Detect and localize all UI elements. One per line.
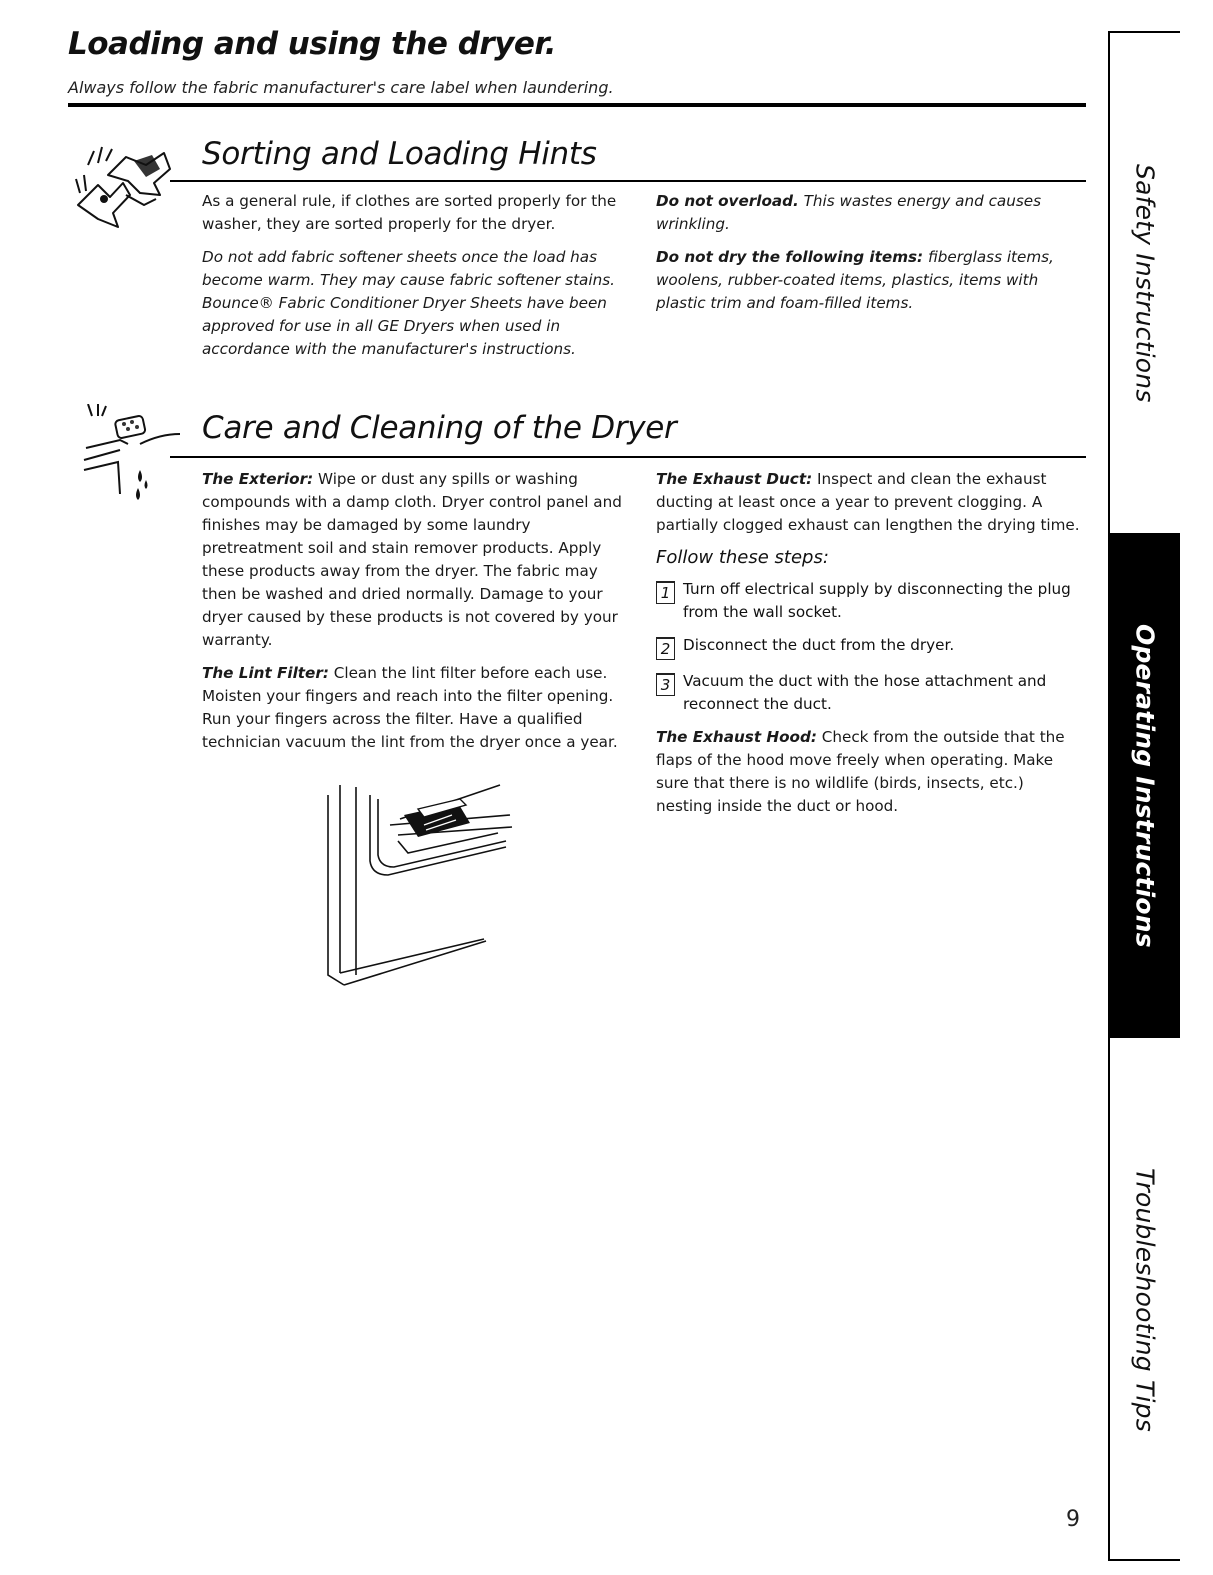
exterior-paragraph <box>202 468 634 652</box>
tab-operating-instructions[interactable] <box>1110 533 1180 1038</box>
step-1 <box>656 578 1080 624</box>
exterior-lead: The Exterior: <box>202 470 314 488</box>
sorting-general-rule: As a general rule, if clothes are sorted properly for the washer, they are sorted properly for the dryer. <box>202 192 617 233</box>
step-number: 3 <box>656 673 675 696</box>
exhaust-duct-lead: The Exhaust Duct: <box>656 470 813 488</box>
do-not-dry-text: fiberglass items, woolens, rubber-coated items, plastics, items with plastic trim and foam-filled items. <box>656 248 1054 312</box>
overload-note <box>656 190 1076 236</box>
step-3 <box>656 670 1080 716</box>
overload-text: This wastes energy and causes wrinkling. <box>656 192 1042 233</box>
page-subtitle: Always follow the fabric manufacturer's care label when laundering. <box>68 78 614 97</box>
exhaust-hood-lead: The Exhaust Hood: <box>656 728 817 746</box>
exterior-text: Wipe or dust any spills or washing compounds with a damp cloth. Dryer control panel and finishes may be damaged by some laundry pretreatment soil and stain remover products. Apply these products away from the dryer. The fabric may then be washed and dried normally. Damage to your dryer caused by these products is not covered by your warranty. <box>202 470 622 649</box>
care-left-column <box>202 468 634 764</box>
lint-filter-illustration <box>320 775 540 990</box>
tab-label: Troubleshooting Tips <box>1130 1167 1160 1432</box>
step-number: 2 <box>656 637 675 660</box>
page-number: 9 <box>1066 1507 1080 1532</box>
steps-heading: Follow these steps: <box>656 547 829 568</box>
step-number: 1 <box>656 581 675 604</box>
step-text: Disconnect the duct from the dryer. <box>683 636 955 654</box>
care-rule <box>170 456 1086 458</box>
clothes-pile-icon <box>68 135 178 235</box>
care-right-column <box>656 468 1080 828</box>
sorting-right-column <box>656 190 1076 325</box>
header-rule <box>68 103 1086 107</box>
sorting-rule <box>170 180 1086 182</box>
do-not-dry-note <box>656 246 1076 315</box>
step-2 <box>656 634 1080 660</box>
sponge-wiping-icon <box>80 404 190 504</box>
sorting-heading: Sorting and Loading Hints <box>202 136 597 172</box>
lint-text: Clean the lint filter before each use. Moisten your fingers and reach into the filter opening. Run your fingers across the filter. Have a qualified technician vacuum the lint from the dryer once a year. <box>202 664 618 751</box>
page-title: Loading and using the dryer. <box>68 26 557 62</box>
overload-lead: Do not overload. <box>656 192 799 210</box>
tab-label: Safety Instructions <box>1130 163 1160 403</box>
tab-safety-instructions[interactable] <box>1110 33 1180 533</box>
step-text: Turn off electrical supply by disconnecting the plug from the wall socket. <box>683 580 1071 621</box>
tab-label: Operating Instructions <box>1130 623 1160 948</box>
care-heading: Care and Cleaning of the Dryer <box>202 410 677 446</box>
lint-lead: The Lint Filter: <box>202 664 329 682</box>
exhaust-duct-text: Inspect and clean the exhaust ducting at least once a year to prevent clogging. A partially clogged exhaust can lengthen the drying time. <box>656 470 1080 534</box>
sorting-left-column <box>202 190 634 371</box>
tab-troubleshooting-tips[interactable] <box>1110 1040 1180 1559</box>
exhaust-duct-paragraph <box>656 468 1080 537</box>
exhaust-hood-text: Check from the outside that the flaps of the hood move freely when operating. Make sure that there is no wildlife (birds, insects, etc.) nesting inside the duct or hood. <box>656 728 1065 815</box>
sorting-softener-note: Do not add fabric softener sheets once the load has become warm. They may cause fabric softener stains. Bounce® Fabric Conditioner Dryer Sheets have been approved for use in all GE Dryers when used in accordance with the manufacturer's instructions. <box>202 248 615 358</box>
step-text: Vacuum the duct with the hose attachment and reconnect the duct. <box>683 672 1047 713</box>
exhaust-hood-paragraph <box>656 726 1080 818</box>
do-not-dry-lead: Do not dry the following items: <box>656 248 924 266</box>
lint-paragraph <box>202 662 634 754</box>
